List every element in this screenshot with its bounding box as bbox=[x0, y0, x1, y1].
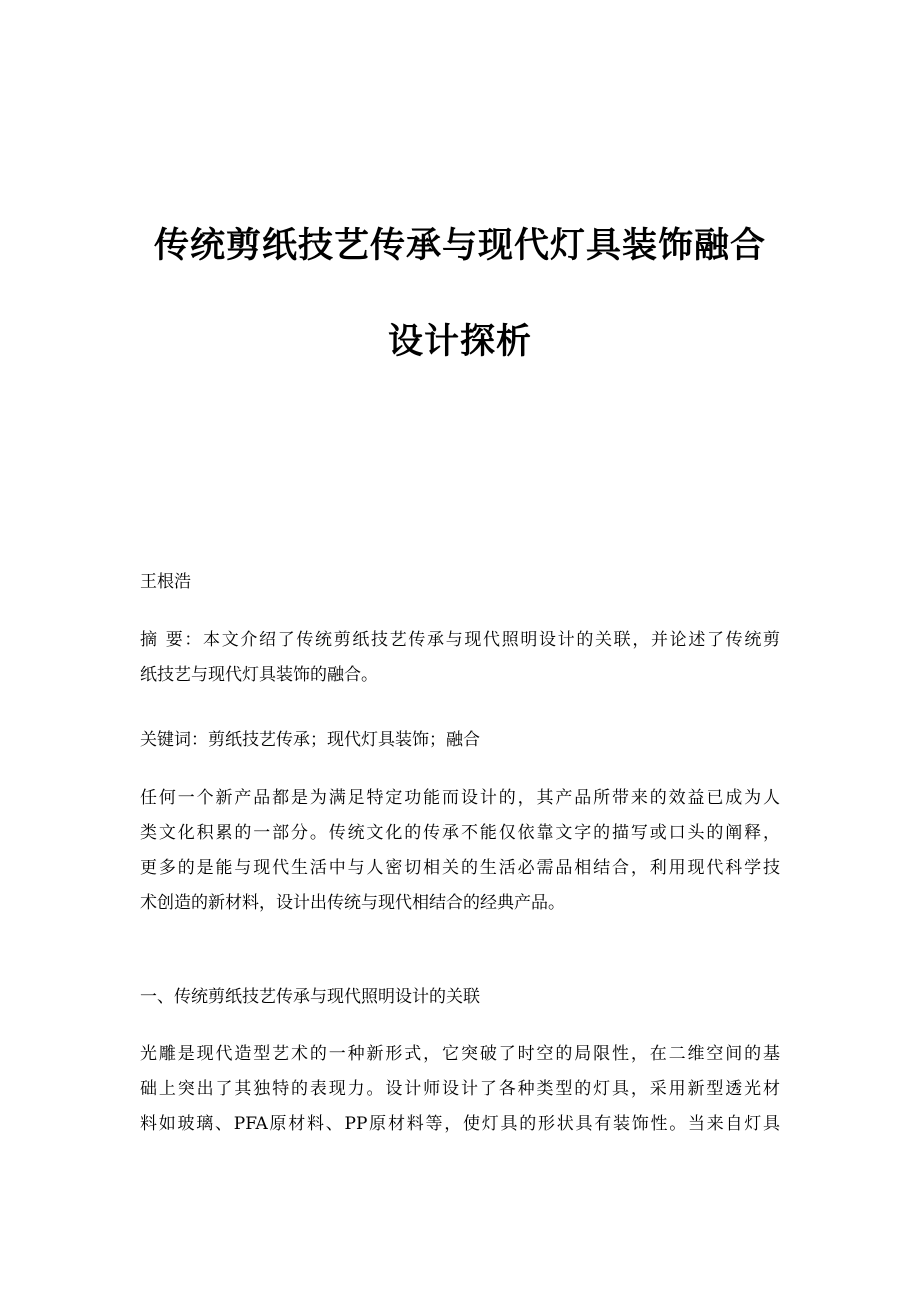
keywords-block bbox=[140, 723, 780, 758]
document-title-line-1: 传统剪纸技艺传承与现代灯具装饰融合 bbox=[153, 226, 766, 266]
paragraph-1-line-4: 术创造的新材料，设计出传统与现代相结合的经典产品。 bbox=[140, 893, 565, 913]
paragraph-2-line-3: 料如玻璃、PFA原材料、PP原材料等，使灯具的形状具有装饰性。当来自灯具 bbox=[140, 1114, 780, 1134]
paragraph-1-line-3: 更多的是能与现代生活中与人密切相关的生活必需品相结合，利用现代科学技 bbox=[140, 858, 780, 878]
paragraph-2 bbox=[140, 1037, 780, 1142]
abstract-line-1: 摘 要：本文介绍了传统剪纸技艺传承与现代照明设计的关联，并论述了传统剪 bbox=[140, 630, 780, 650]
abstract-block bbox=[140, 623, 780, 693]
author-line: 王根浩 bbox=[140, 572, 191, 592]
keywords-line: 关键词：剪纸技艺传承；现代灯具装饰；融合 bbox=[140, 730, 480, 750]
paragraph-1-line-2: 类文化积累的一部分。传统文化的传承不能仅依靠文字的描写或口头的阐释， bbox=[140, 823, 780, 843]
section-1-heading-text: 一、传统剪纸技艺传承与现代照明设计的关联 bbox=[140, 987, 480, 1007]
paragraph-1 bbox=[140, 781, 780, 921]
document-title-line-2: 设计探析 bbox=[387, 322, 532, 362]
paragraph-2-line-2: 础上突出了其独特的表现力。设计师设计了各种类型的灯具，采用新型透光材 bbox=[140, 1079, 780, 1099]
abstract-line-2: 纸技艺与现代灯具装饰的融合。 bbox=[140, 665, 378, 685]
paragraph-1-line-1: 任何一个新产品都是为满足特定功能而设计的，其产品所带来的效益已成为人 bbox=[140, 788, 780, 808]
paragraph-2-line-1: 光雕是现代造型艺术的一种新形式，它突破了时空的局限性，在二维空间的基 bbox=[140, 1044, 780, 1064]
section-1-heading bbox=[140, 980, 780, 1015]
author-name bbox=[140, 565, 780, 600]
